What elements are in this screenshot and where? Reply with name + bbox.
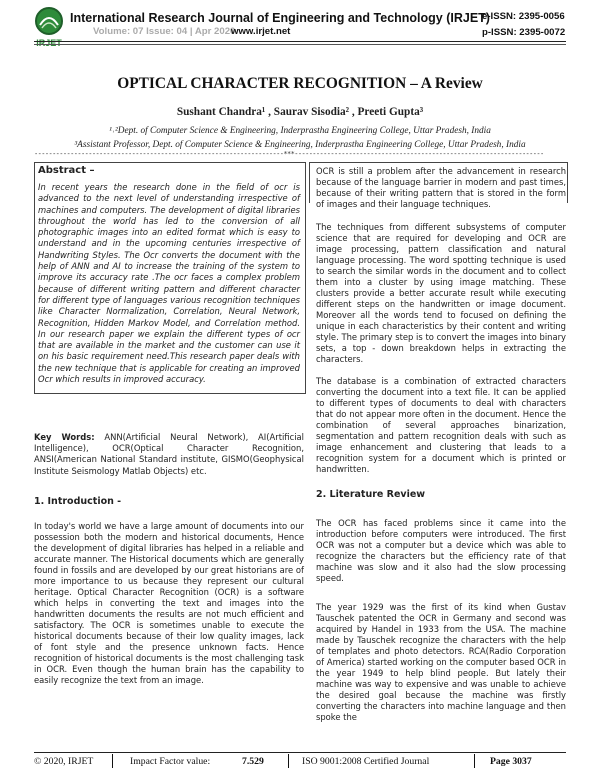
footer-impact-label: Impact Factor value:: [130, 756, 211, 767]
footer-separator: [112, 754, 113, 768]
right-paragraph-2: [316, 222, 566, 365]
keywords-text: ANN(Artificial Neural Network), AI(Artificial Intelligence), OCR(Optical Character Recognition, ANSI(American National Standard institute, GISMO(Geophysical Institute Seismology Matlab Objects) etc.: [34, 432, 304, 476]
footer-impact-value: 7.529: [242, 756, 264, 767]
paragraph: OCR is still a problem after the advancement in research because of the language barrier in modern and past times, because of their writing pattern that is stored in the form of images and their language techniques.: [316, 166, 566, 209]
affiliation-1: ¹˒²Dept. of Computer Science & Engineering, Inderprastha Engineering College, Uttar Pradesh, India: [109, 126, 491, 136]
introduction-paragraph: In today's world we have a large amount of documents into our possession both the modern and historical documents, Hence the development of digital libraries has helped in a reliable and accurate manner. The Historical documents which are generally found in fossils and are developed by our great historians are of more importance to us because they represent our cultural heritage. Optical Character Recognition (OCR) is a software which helps in converting the text and images into the handwritten documents the results are not much efficient and satisfactory. The OCR is sometimes unable to execute the historical documents because of their low quality images, lack of font style and the presence unknown facts. Hence recognition of historical documents is the most challenging task in OCR. Even though the human brain has the capability to easily recognize the text from an image.: [34, 521, 304, 685]
journal-url[interactable]: www.irjet.net: [231, 26, 291, 37]
right-paragraph-3: [316, 376, 566, 475]
right-paragraph-1: [316, 166, 566, 210]
literature-review-heading: 2. Literature Review: [316, 489, 426, 500]
footer-iso: ISO 9001:2008 Certified Journal: [302, 756, 430, 767]
logo-text: IRJET: [36, 38, 62, 48]
paragraph: The database is a combination of extracted characters converting the document into a text file. It can be applied to different types of documents to deal with characters that do not appear more often in the document. Hence the combination of several approaches binarization, segmentation and pattern recognition deals with such as image enhancement and clustering that leads to a recognition system for a document which is printed or handwritten.: [316, 376, 566, 474]
header-rule-thin: [34, 44, 566, 45]
introduction-heading: 1. Introduction -: [34, 496, 122, 507]
page-footer: [34, 754, 566, 770]
footer-separator: [474, 754, 475, 768]
abstract-text: [38, 182, 300, 385]
paragraph: The techniques from different subsystems of computer science that are required for developing and OCR are image processing, pattern classification and natural language processing. The word spotting technique is used to search the similar words in the document and to collect them into a cluster by using image matching. These clusters provide a better accurate result while executing different steps on the handwritten or image document. Moreover all the words tend to focused on defining the unique in each characteristics by their content and writing style. The primary step is to convert the images into binary sets, a top - down breakdown helps in extracting the characters.: [316, 222, 566, 364]
authors: Sushant Chandra¹ , Saurav Sisodia² , Preeti Gupta³: [176, 106, 424, 118]
right-paragraph-4: [316, 518, 566, 584]
footer-rule: [34, 752, 566, 753]
paragraph: The year 1929 was the first of its kind when Gustav Tauschek patented the OCR in Germany and second was acquired by Handel in 1933 from the USA. The machine made by Tauschek recognize the characters with the help of templates and photo detectors. RCA(Radio Corporation of America) started working on the computer based OCR in the year 1949 to help blind people. But lately their machine was way to expensive and was unable to achieve the desired goal because the machine was firstly converting the characters into machine language and then spoke the: [316, 602, 566, 722]
abstract-heading: Abstract –: [38, 165, 95, 176]
footer-page: Page 3037: [490, 756, 532, 767]
right-paragraph-5: [316, 602, 566, 723]
section-divider: ---------------------------------------------------------------------***---------------------------------------------------------------------: [34, 150, 544, 158]
introduction-text: [34, 521, 304, 686]
abstract-paragraph: In recent years the research done in the field of ocr is advanced to the next level of understanding irrespective of machines and computers. The development of digital libraries throughout the world has led to the conversion of all photographic images into an edited format which is easy to understand and in the upcoming centuries irrespective of Handwriting Styles. The Ocr converts the document with the help of ANN and AI to increase the training of the system to improve its accuracy rate .The ocr faces a complex problem because of different writing pattern and different character for different type of languages various recognition techniques like Character Normalization, Correlation, Neural Network, Recognition, Hidden Markov Model, and Correlation method. In our research paper we explain the different types of ocr that are available in the market and the customer can use it on his basic requirement need.This research paper deals with the new technique that is applicable for creating an improved Ocr which results in improved accuracy.: [38, 182, 300, 385]
keywords-label: Key Words:: [34, 432, 95, 442]
footer-separator: [288, 754, 289, 768]
journal-volume: Volume: 07 Issue: 04 | Apr 2020: [93, 26, 236, 37]
header-rule: [34, 41, 566, 42]
paper-title: OPTICAL CHARACTER RECOGNITION – A Review: [117, 75, 483, 92]
affiliation-2: ³Assistant Professor, Dept. of Computer Science & Engineering, Inderprastha Engineering College, Uttar Pradesh, India: [74, 140, 526, 150]
p-issn: p-ISSN: 2395-0072: [482, 27, 566, 38]
e-issn: e-ISSN: 2395-0056: [482, 11, 565, 22]
paragraph: The OCR has faced problems since it came into the introduction before computers were introduced. The first OCR was not a computer but a device which was able to recognize the characters but the efficiency rate of that machine was slow and it also had the slow processing speed.: [316, 518, 566, 583]
keywords: [34, 432, 304, 477]
footer-copyright: © 2020, IRJET: [34, 756, 94, 767]
journal-title: International Research Journal of Engineering and Technology (IRJET): [70, 11, 490, 25]
